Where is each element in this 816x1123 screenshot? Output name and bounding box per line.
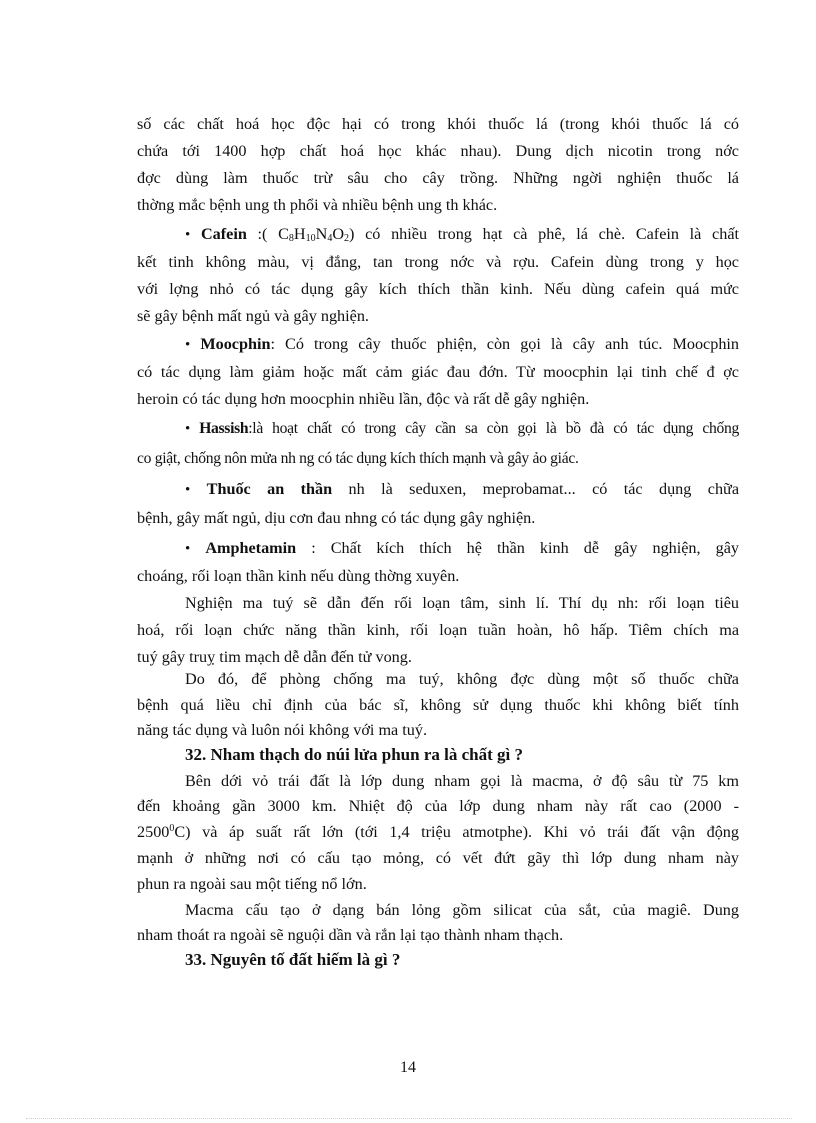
hassish-line: • Hassish:là hoạt chất có trong cây cần sa còn gọi là bồ đà có tác dụng chống	[185, 420, 739, 437]
bullet-icon: •	[185, 421, 190, 437]
paragraph-line: Do đó, để phòng chống ma tuý, không đợc dùng một số thuốc chữa	[185, 670, 739, 688]
thuoc-an-than-term: Thuốc an thần	[206, 480, 333, 498]
bullet-icon: •	[185, 227, 191, 243]
amphetamin-line: • Amphetamin : Chất kích thích hệ thần kinh dễ gây nghiện, gây	[185, 539, 739, 557]
paragraph-line: có tác dụng làm giảm hoặc mất cảm giác đau đớn. Từ moocphin lại tinh chế đ ợc	[137, 363, 739, 381]
paragraph-line: phun ra ngoài sau một tiếng nổ lớn.	[137, 875, 367, 893]
cafein-term: Cafein	[200, 225, 247, 243]
paragraph-line: heroin có tác dụng hơn moocphin nhiều lần, độc và rất dễ gây nghiện.	[137, 390, 590, 408]
paragraph-line: nham thoát ra ngoài sẽ nguội dần và rắn lại tạo thành nham thạch.	[137, 926, 564, 944]
thuoc-an-than-line: • Thuốc an thần nh là seduxen, meprobamat... có tác dụng chữa	[185, 480, 739, 498]
paragraph-line: tuý gây truỵ tim mạch dễ dẫn đến tử vong.	[137, 648, 412, 666]
hassish-term: Hassish	[199, 420, 249, 437]
bullet-icon: •	[185, 482, 191, 498]
paragraph-line: choáng, rối loạn thần kinh nếu dùng thờng xuyên.	[137, 567, 460, 585]
amphetamin-term: Amphetamin	[205, 539, 297, 557]
paragraph-line: hoá, rối loạn chức năng thần kinh, rối loạn tuần hoàn, hô hấp. Tiêm chích ma	[137, 621, 739, 639]
section-heading-33: 33. Nguyên tố đất hiếm là gì ?	[185, 950, 401, 969]
paragraph-line: mạnh ở những nơi có cấu tạo mỏng, có vết đứt gãy thì lớp dung nham này	[137, 849, 739, 867]
cafein-line: • Cafein :( $C_8H_{10}N_4O_2$) có nhiều trong hạt cà phê, lá chè. Cafein là chất	[185, 225, 740, 244]
paragraph-line: với lợng nhỏ có tác dụng gây kích thích thần kinh. Nếu dùng cafein quá mức	[137, 280, 739, 298]
page-number: 14	[400, 1059, 416, 1076]
paragraph-line: co giật, chống nôn mửa nh ng có tác dụng kích thích mạnh và gây ảo giác.	[137, 450, 579, 467]
paragraph-line: bệnh, gây mất ngủ, dịu cơn đau nhng có tác dụng gây nghiện.	[137, 509, 536, 527]
paragraph-line: đến khoảng gần 3000 km. Nhiệt độ của lớp dung nham này rất cao (2000 -	[137, 797, 739, 815]
paragraph-line: bệnh quá liều chỉ định của bác sĩ, không sử dụng thuốc khi không biết tính	[137, 696, 739, 714]
paragraph-line: chứa tới 1400 hợp chất hoá học khác nhau). Dung dịch nicotin trong nớc	[137, 142, 739, 160]
bullet-icon: •	[185, 541, 191, 557]
page-bottom-divider	[26, 1118, 792, 1119]
paragraph-line: 2500$^0$C) và áp suất rất lớn (tới 1,4 triệu atmotphe). Khi vỏ trái đất vận động	[137, 823, 739, 841]
paragraph-line: số các chất hoá học độc hại có trong khói thuốc lá (trong khói thuốc lá có	[137, 115, 739, 133]
paragraph-line: sẽ gây bệnh mất ngủ và gây nghiện.	[137, 307, 369, 325]
section-heading-32: 32. Nham thạch do núi lửa phun ra là chất gì ?	[185, 745, 523, 764]
paragraph-line: Bên dới vỏ trái đất là lớp dung nham gọi là macma, ở độ sâu từ 75 km	[185, 772, 739, 790]
paragraph-line: năng tác dụng và luôn nói không với ma tuý.	[137, 721, 427, 739]
bullet-icon: •	[185, 337, 191, 353]
paragraph-line: đợc dùng làm thuốc trừ sâu cho cây trồng. Những ngời nghiện thuốc lá	[137, 169, 739, 187]
moocphin-term: Moocphin	[200, 335, 271, 353]
paragraph-line: Macma cấu tạo ở dạng bán lỏng gồm silicat của sắt, của magiê. Dung	[185, 901, 739, 919]
paragraph-line: Nghiện ma tuý sẽ dẫn đến rối loạn tâm, sinh lí. Thí dụ nh: rối loạn tiêu	[185, 594, 739, 612]
moocphin-line: • Moocphin: Có trong cây thuốc phiện, còn gọi là cây anh túc. Moocphin	[185, 335, 740, 353]
paragraph-line: thờng mắc bệnh ung th phổi và nhiều bệnh ung th khác.	[137, 196, 498, 214]
paragraph-line: kết tinh không màu, vị đắng, tan trong nớc và rợu. Cafein dùng trong y học	[137, 253, 739, 271]
